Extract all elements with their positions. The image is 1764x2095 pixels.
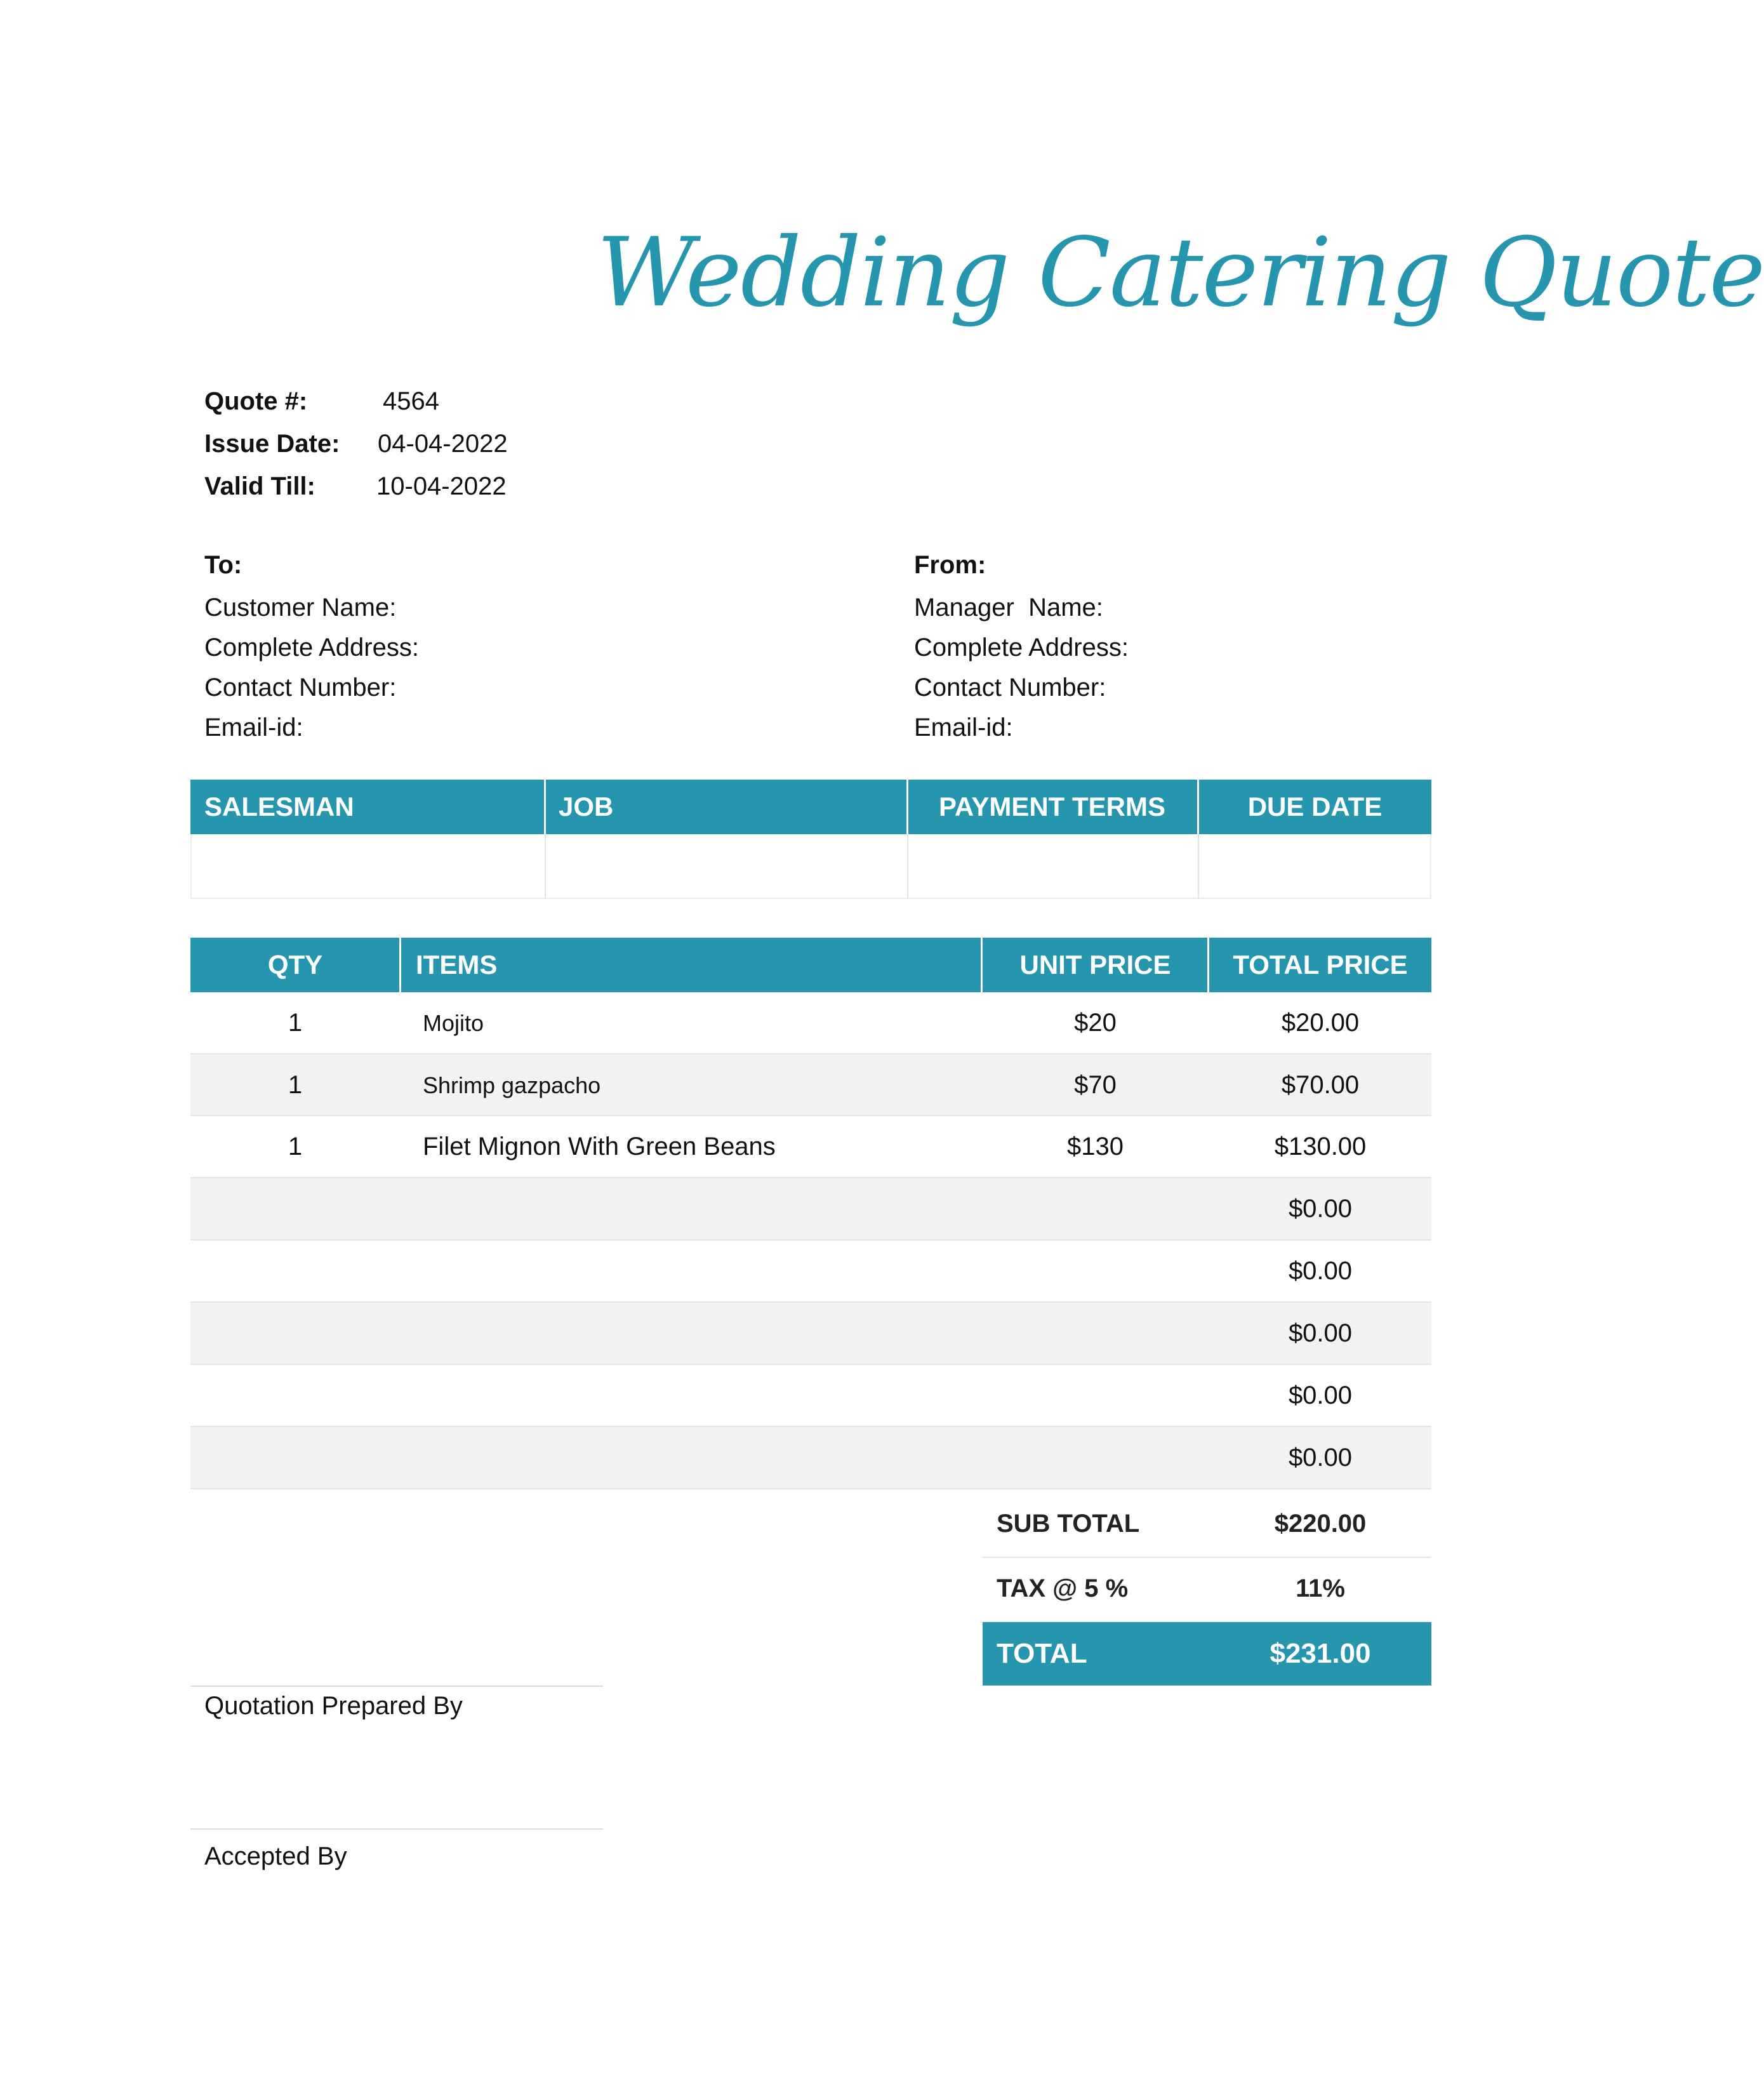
to-customer-name: Customer Name: xyxy=(204,594,397,622)
row-qty: 1 xyxy=(288,1009,303,1037)
row-total-price: $0.00 xyxy=(1288,1444,1353,1472)
quote-number-value: 4564 xyxy=(383,387,439,415)
divider xyxy=(545,834,546,899)
valid-till-label: Valid Till: xyxy=(204,472,315,500)
tax-value: 11% xyxy=(1296,1574,1345,1602)
divider xyxy=(544,780,546,834)
divider xyxy=(907,834,908,899)
total-label: TOTAL xyxy=(997,1638,1087,1669)
job-value[interactable] xyxy=(559,834,895,896)
divider xyxy=(1198,834,1199,899)
subtotal-value: $220.00 xyxy=(1274,1510,1367,1538)
row-qty: 1 xyxy=(288,1071,303,1099)
row-unit-price: $70 xyxy=(1074,1071,1117,1099)
row-qty: 1 xyxy=(288,1133,303,1161)
divider xyxy=(983,1557,1431,1558)
row-total-price: $20.00 xyxy=(1281,1009,1360,1037)
header-total-price: TOTAL PRICE xyxy=(1233,950,1408,980)
document-title: Wedding Catering Quote xyxy=(597,218,1764,328)
from-contact: Contact Number: xyxy=(914,674,1106,702)
from-address: Complete Address: xyxy=(914,634,1129,662)
accepted-by-label: Accepted By xyxy=(204,1842,347,1870)
to-email: Email-id: xyxy=(204,714,303,742)
row-item: Filet Mignon With Green Beans xyxy=(423,1133,776,1161)
header-payment-terms: PAYMENT TERMS xyxy=(938,792,1166,821)
prepared-by-label: Quotation Prepared By xyxy=(204,1692,463,1720)
row-item: Mojito xyxy=(423,1010,484,1036)
row-total-price: $130.00 xyxy=(1274,1133,1367,1161)
valid-till-value: 10-04-2022 xyxy=(376,472,507,500)
due-date-value[interactable] xyxy=(1209,834,1425,896)
accepted-by-signature-line xyxy=(190,1828,603,1830)
divider xyxy=(190,1488,1431,1489)
row-total-price: $0.00 xyxy=(1288,1257,1353,1285)
row-total-price: $0.00 xyxy=(1288,1195,1353,1223)
header-unit-price: UNIT PRICE xyxy=(1019,950,1171,980)
header-due-date: DUE DATE xyxy=(1247,792,1383,821)
row-unit-price: $130 xyxy=(1067,1133,1124,1161)
from-heading: From: xyxy=(914,551,986,579)
row-total-price: $0.00 xyxy=(1288,1381,1353,1409)
to-contact: Contact Number: xyxy=(204,674,397,702)
header-salesman: SALESMAN xyxy=(204,792,354,821)
header-qty: QTY xyxy=(267,950,323,980)
to-address: Complete Address: xyxy=(204,634,419,662)
salesman-value[interactable] xyxy=(204,834,534,896)
issue-date-label: Issue Date: xyxy=(204,430,340,458)
payment-terms-value[interactable] xyxy=(920,834,1187,896)
divider xyxy=(1197,780,1199,834)
divider xyxy=(1207,938,1209,992)
to-heading: To: xyxy=(204,551,242,579)
from-email: Email-id: xyxy=(914,714,1013,742)
divider xyxy=(906,780,908,834)
header-items: ITEMS xyxy=(416,950,498,980)
quote-number-label: Quote #: xyxy=(204,387,308,415)
total-value: $231.00 xyxy=(1270,1638,1371,1669)
row-total-price: $70.00 xyxy=(1281,1071,1360,1099)
header-job: JOB xyxy=(559,792,614,821)
row-unit-price: $20 xyxy=(1074,1009,1117,1037)
tax-label: TAX @ 5 % xyxy=(997,1574,1129,1602)
issue-date-value: 04-04-2022 xyxy=(378,430,508,458)
divider xyxy=(981,938,983,992)
divider xyxy=(399,938,401,992)
prepared-by-signature-line xyxy=(190,1686,603,1687)
subtotal-label: SUB TOTAL xyxy=(997,1510,1140,1538)
from-manager-name: Manager Name: xyxy=(914,594,1103,622)
row-total-price: $0.00 xyxy=(1288,1319,1353,1347)
row-item: Shrimp gazpacho xyxy=(423,1072,601,1098)
